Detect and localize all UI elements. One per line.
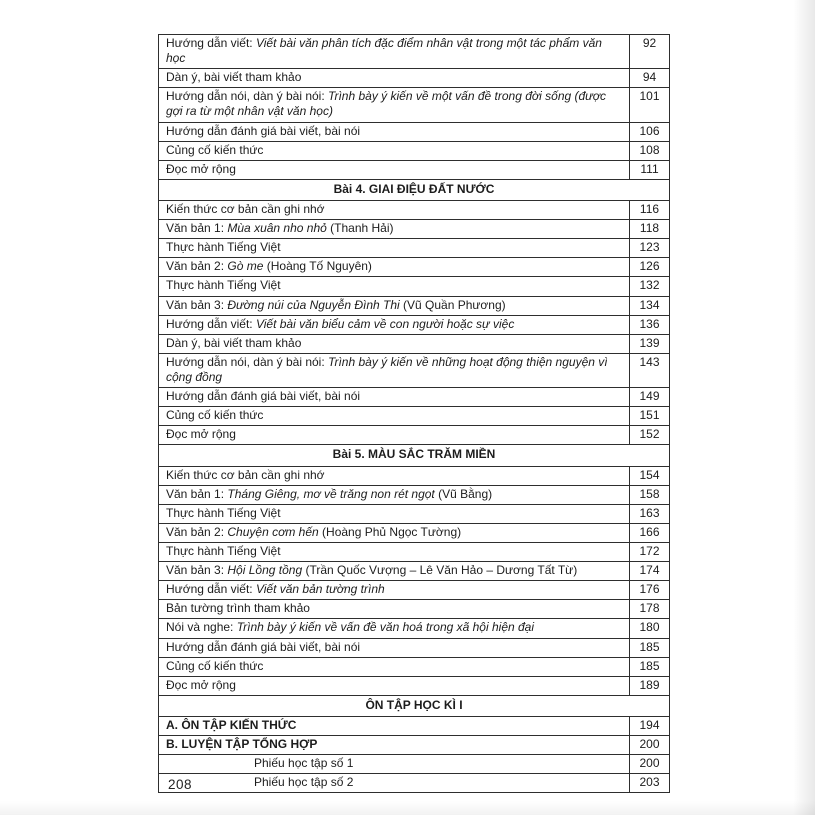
toc-entry-page-number: 189 [630, 676, 670, 695]
toc-entry-title-part: Văn bản 3: [166, 563, 228, 578]
toc-section-header: Bài 5. MÀU SẮC TRĂM MIỀN [159, 445, 670, 466]
toc-entry-page-number: 200 [630, 755, 670, 774]
toc-entry-title-part: Dàn ý, bài viết tham khảo [166, 335, 302, 350]
toc-entry-title [159, 35, 630, 69]
toc-entry-title-part: Bản tường trình tham khảo [166, 601, 310, 616]
toc-entry-page-number: 143 [630, 353, 670, 387]
toc-entry-title [159, 258, 630, 277]
toc-entry-title [159, 334, 630, 353]
toc-row [159, 638, 670, 657]
toc-entry-page-number: 118 [630, 220, 670, 239]
toc-entry-title [159, 485, 630, 504]
toc-row [159, 485, 670, 504]
toc-entry-title-part: (Thanh Hải) [330, 221, 394, 236]
toc-entry-page-number: 92 [630, 35, 670, 69]
toc-row [159, 388, 670, 407]
toc-entry-page-number: 158 [630, 485, 670, 504]
toc-entry-title-part: Thực hành Tiếng Việt [166, 278, 281, 293]
toc-entry-title-part: Thực hành Tiếng Việt [166, 240, 281, 255]
toc-entry-title [159, 657, 630, 676]
toc-entry-title [159, 353, 630, 387]
toc-row [159, 277, 670, 296]
toc-row [159, 562, 670, 581]
toc-entry-title [159, 755, 630, 774]
toc-row [159, 426, 670, 445]
toc-entry-page-number: 111 [630, 160, 670, 179]
toc-entry-page-number: 203 [630, 774, 670, 793]
toc-entry-title-part: Đọc mở rộng [166, 427, 236, 442]
toc-entry-title-italic-part: Chuyện cơm hến [227, 524, 323, 539]
toc-row [159, 315, 670, 334]
toc-entry-title [159, 315, 630, 334]
toc-entry-title-part: Văn bản 2: [166, 259, 228, 274]
toc-entry-title [159, 466, 630, 485]
toc-row [159, 220, 670, 239]
toc-section-header-row [159, 179, 670, 200]
toc-entry-page-number: 176 [630, 581, 670, 600]
toc-row [159, 600, 670, 619]
toc-entry-title [159, 619, 630, 638]
toc-entry-title-part: A. ÔN TẬP KIẾN THỨC [166, 717, 297, 732]
toc-entry-title [159, 88, 630, 122]
toc-entry-title-italic-part: Viết bài văn biểu cảm về con người hoặc sự việc [255, 316, 515, 331]
toc-entry-title [159, 774, 630, 793]
toc-row [159, 88, 670, 122]
toc-row [159, 619, 670, 638]
toc-row [159, 35, 670, 69]
toc-entry-page-number: 149 [630, 388, 670, 407]
toc-entry-title-italic-part: Hội Lồng tồng [227, 563, 306, 578]
toc-entry-title-part: Đọc mở rộng [166, 161, 236, 176]
toc-row [159, 774, 670, 793]
toc-row [159, 334, 670, 353]
toc-entry-title-part: Phiếu học tập số 1 [254, 756, 354, 771]
toc-entry-title-part: Văn bản 1: [166, 221, 228, 236]
toc-row [159, 676, 670, 695]
toc-row [159, 716, 670, 735]
toc-entry-title-part: Hướng dẫn viết: [166, 316, 256, 331]
toc-section-header-row [159, 695, 670, 716]
toc-entry-title-part: Củng cố kiến thức [166, 142, 264, 157]
toc-entry-title-part: (Vũ Quần Phương) [403, 297, 506, 312]
toc-row [159, 141, 670, 160]
toc-entry-title-italic-part: Trình bày ý kiến về một vấn đề trong đời sống (được gợi ra từ một nhân vật văn học) [166, 89, 607, 119]
toc-entry-title [159, 504, 630, 523]
toc-entry-page-number: 116 [630, 200, 670, 219]
toc-entry-title-part: (Vũ Bằng) [438, 486, 493, 501]
toc-section-header-row [159, 445, 670, 466]
toc-entry-page-number: 151 [630, 407, 670, 426]
toc-entry-page-number: 172 [630, 542, 670, 561]
toc-entry-title-part: Đọc mở rộng [166, 677, 236, 692]
toc-row [159, 657, 670, 676]
toc-row [159, 736, 670, 755]
toc-entry-title [159, 600, 630, 619]
toc-entry-page-number: 134 [630, 296, 670, 315]
toc-entry-page-number: 106 [630, 122, 670, 141]
toc-entry-page-number: 166 [630, 523, 670, 542]
toc-row [159, 466, 670, 485]
toc-entry-title [159, 69, 630, 88]
toc-entry-page-number: 200 [630, 736, 670, 755]
toc-entry-page-number: 185 [630, 657, 670, 676]
toc-entry-title [159, 562, 630, 581]
toc-entry-page-number: 194 [630, 716, 670, 735]
toc-entry-title-italic-part: Trình bày ý kiến về vấn đề văn hoá trong xã hội hiện đại [236, 620, 535, 635]
toc-entry-page-number: 139 [630, 334, 670, 353]
toc-row [159, 258, 670, 277]
toc-entry-page-number: 94 [630, 69, 670, 88]
toc-entry-title [159, 542, 630, 561]
toc-entry-title [159, 523, 630, 542]
toc-row [159, 523, 670, 542]
toc-entry-title [159, 581, 630, 600]
toc-row [159, 69, 670, 88]
toc-section-header: ÔN TẬP HỌC KÌ I [159, 695, 670, 716]
toc-table [158, 34, 670, 793]
toc-entry-title-part: (Trần Quốc Vượng – Lê Văn Hảo – Dương Tất Từ) [305, 563, 578, 578]
toc-entry-title-part: Phiếu học tập số 2 [254, 775, 354, 790]
toc-entry-page-number: 108 [630, 141, 670, 160]
toc-entry-page-number: 152 [630, 426, 670, 445]
toc-row [159, 504, 670, 523]
toc-entry-title [159, 716, 630, 735]
toc-entry-title-part: (Hoàng Phủ Ngọc Tường) [322, 524, 462, 539]
toc-entry-title-part: Củng cố kiến thức [166, 658, 264, 673]
toc-entry-title-part: Hướng dẫn đánh giá bài viết, bài nói [166, 123, 361, 138]
toc-row [159, 755, 670, 774]
toc-entry-title [159, 200, 630, 219]
toc-entry-title-part: Nói và nghe: [166, 620, 237, 635]
toc-entry-title [159, 407, 630, 426]
toc-entry-title-part: Hướng dẫn viết: [166, 36, 256, 50]
toc-entry-title-part: Hướng dẫn đánh giá bài viết, bài nói [166, 389, 361, 404]
toc-entry-title [159, 160, 630, 179]
toc-entry-title-part: Văn bản 3: [166, 297, 228, 312]
toc-row [159, 239, 670, 258]
toc-entry-title [159, 122, 630, 141]
toc-entry-page-number: 123 [630, 239, 670, 258]
toc-entry-page-number: 163 [630, 504, 670, 523]
toc-entry-title [159, 277, 630, 296]
toc-entry-title-part: Kiến thức cơ bản cần ghi nhớ [166, 201, 325, 216]
toc-entry-title-italic-part: Viết bài văn phân tích đặc điểm nhân vật trong một tác phẩm văn học [166, 36, 602, 66]
toc-entry-title [159, 141, 630, 160]
toc-row [159, 296, 670, 315]
toc-entry-title [159, 638, 630, 657]
toc-entry-title-part: Hướng dẫn nói, dàn ý bài nói: [166, 354, 329, 369]
toc-entry-title-part: Văn bản 1: [166, 486, 228, 501]
toc-row [159, 160, 670, 179]
toc-entry-title [159, 296, 630, 315]
toc-entry-title-italic-part: Tháng Giêng, mơ về trăng non rét ngọt [227, 486, 439, 501]
toc-entry-title-italic-part: Gò me [227, 259, 267, 274]
toc-entry-page-number: 126 [630, 258, 670, 277]
toc-entry-title [159, 736, 630, 755]
toc-row [159, 200, 670, 219]
footer-page-number: 208 [168, 777, 193, 792]
toc-entry-page-number: 174 [630, 562, 670, 581]
toc-entry-title [159, 388, 630, 407]
toc-entry-title-part: (Hoàng Tố Nguyên) [266, 259, 372, 274]
toc-row [159, 542, 670, 561]
toc-entry-title [159, 220, 630, 239]
toc-row [159, 122, 670, 141]
toc-entry-page-number: 136 [630, 315, 670, 334]
toc-entry-title-part: Hướng dẫn đánh giá bài viết, bài nói [166, 639, 361, 654]
toc-entry-page-number: 178 [630, 600, 670, 619]
toc-entry-title-part: Thực hành Tiếng Việt [166, 543, 281, 558]
toc-entry-page-number: 185 [630, 638, 670, 657]
toc-entry-title-italic-part: Mùa xuân nho nhỏ [227, 221, 331, 236]
toc-entry-title-part: Dàn ý, bài viết tham khảo [166, 70, 302, 85]
toc-entry-title-part: Kiến thức cơ bản cần ghi nhớ [166, 467, 325, 482]
toc-entry-title-part: B. LUYỆN TẬP TỔNG HỢP [166, 737, 318, 752]
toc-entry-title-part: Hướng dẫn viết: [166, 582, 256, 597]
toc-entry-page-number: 180 [630, 619, 670, 638]
toc-body [159, 35, 670, 793]
toc-entry-title-italic-part: Viết văn bản tường trình [255, 582, 385, 597]
toc-row [159, 353, 670, 387]
toc-entry-title-italic-part: Đường núi của Nguyễn Đình Thi [227, 297, 404, 312]
toc-entry-title-part: Văn bản 2: [166, 524, 228, 539]
toc-entry-title-part: Củng cố kiến thức [166, 408, 264, 423]
toc-entry-title-part: Hướng dẫn nói, dàn ý bài nói: [166, 89, 329, 104]
toc-row [159, 581, 670, 600]
toc-section-header: Bài 4. GIAI ĐIỆU ĐẤT NƯỚC [159, 179, 670, 200]
toc-entry-title-italic-part: Trình bày ý kiến về những hoạt động thiện nguyện vì cộng đồng [166, 354, 608, 384]
toc-entry-title [159, 676, 630, 695]
toc-row [159, 407, 670, 426]
toc-entry-title-part: Thực hành Tiếng Việt [166, 505, 281, 520]
toc-entry-title [159, 239, 630, 258]
toc-entry-title [159, 426, 630, 445]
toc-entry-page-number: 101 [630, 88, 670, 122]
toc-entry-page-number: 154 [630, 466, 670, 485]
toc-entry-page-number: 132 [630, 277, 670, 296]
